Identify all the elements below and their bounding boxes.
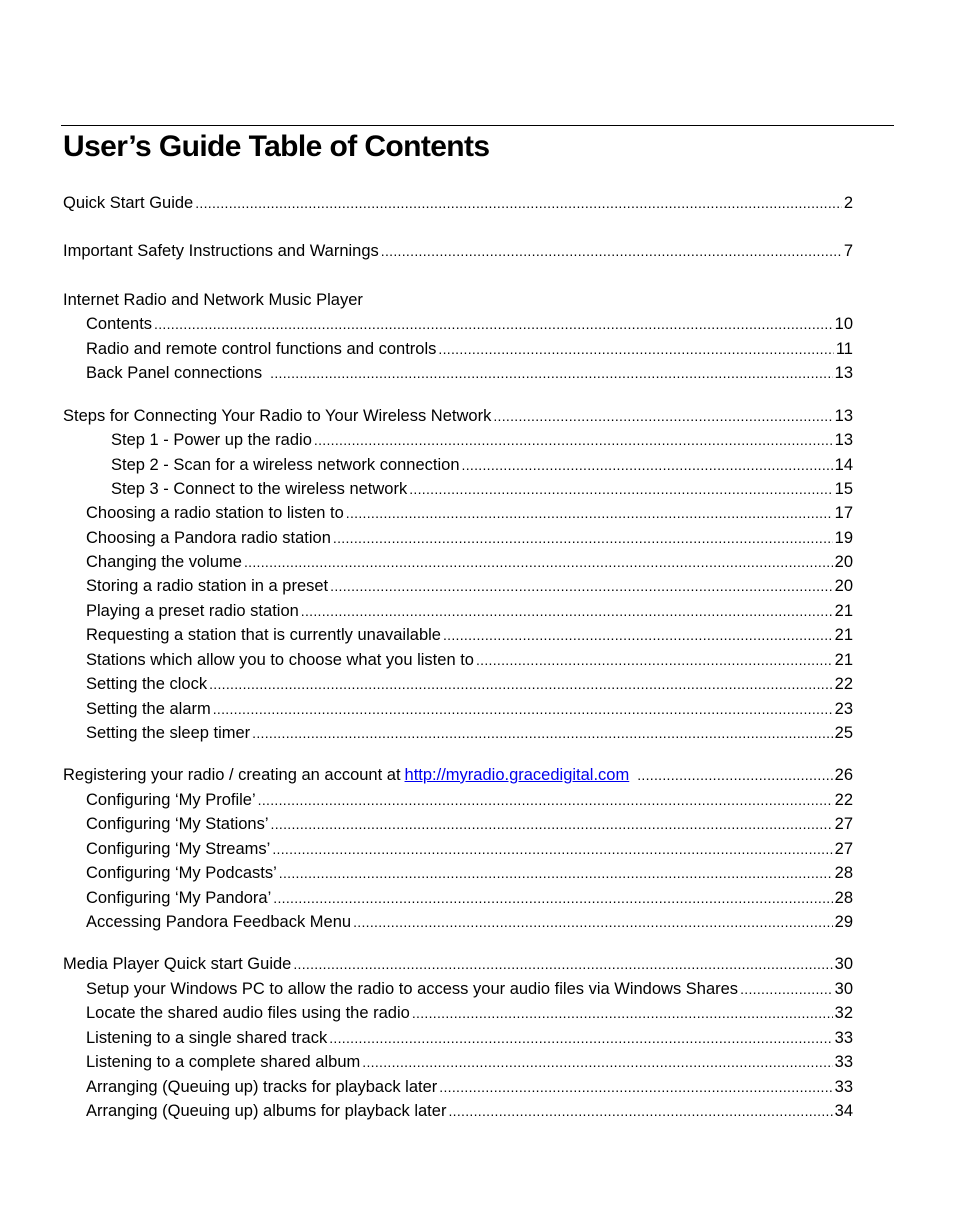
toc-entry-title: Radio and remote control functions and controls	[86, 340, 437, 358]
toc-entry-page: 23	[834, 700, 853, 718]
toc-entry-page: 34	[834, 1102, 853, 1120]
toc-entry-title: Step 2 - Scan for a wireless network connection	[111, 456, 460, 474]
toc-entry-page: 25	[834, 724, 853, 742]
toc-entry-page: 20	[834, 553, 853, 571]
toc-entry-title: Back Panel connections	[86, 364, 263, 382]
toc-entry[interactable]	[86, 978, 853, 1000]
dot-leader	[244, 551, 833, 573]
dot-leader	[330, 575, 832, 597]
toc-entry[interactable]	[86, 1076, 853, 1098]
toc-entry-page: 33	[834, 1029, 853, 1047]
toc-entry[interactable]	[63, 192, 853, 214]
toc-entry-title: Listening to a single shared track	[86, 1029, 328, 1047]
toc-entry-page: 33	[834, 1053, 853, 1071]
toc-entry-title: Setting the sleep timer	[86, 724, 251, 742]
dot-leader	[301, 600, 833, 622]
toc-entry-title: Accessing Pandora Feedback Menu	[86, 913, 352, 931]
dot-leader	[271, 813, 833, 835]
toc-entry-page: 26	[834, 766, 853, 784]
toc-entry-title: Configuring ‘My Stations’	[86, 815, 269, 833]
toc-entry-title: Steps for Connecting Your Radio to Your Wireless Network	[63, 407, 492, 425]
toc-entry[interactable]	[111, 429, 853, 451]
dot-leader	[409, 478, 832, 500]
dot-leader	[279, 862, 833, 884]
toc-entry[interactable]	[86, 1051, 853, 1073]
page-title: User’s Guide Table of Contents	[63, 130, 490, 163]
toc-entry[interactable]	[86, 338, 853, 360]
dot-leader	[353, 911, 833, 933]
header-rule	[61, 125, 894, 126]
toc-entry[interactable]	[63, 764, 853, 786]
dot-leader	[476, 649, 833, 671]
toc-entry-page: 7	[843, 242, 853, 260]
dot-leader	[329, 1027, 832, 1049]
toc-entry-title: Listening to a complete shared album	[86, 1053, 361, 1071]
toc-entry-title: Setup your Windows PC to allow the radio to access your audio files via Windows Shares	[86, 980, 739, 998]
toc-entry-title: Choosing a radio station to listen to	[86, 504, 344, 522]
dot-leader	[438, 338, 833, 360]
toc-entry-title: Configuring ‘My Streams’	[86, 840, 271, 858]
dot-leader	[258, 789, 833, 811]
dot-leader	[270, 362, 833, 384]
dot-leader	[381, 240, 842, 262]
toc-entry[interactable]	[86, 911, 853, 933]
dot-leader	[273, 887, 832, 909]
toc-entry[interactable]	[86, 722, 853, 744]
toc-entry-page: 20	[834, 577, 853, 595]
dot-leader	[195, 192, 842, 214]
toc-entry-page: 13	[834, 364, 853, 382]
dot-leader	[462, 454, 833, 476]
toc-entry-page: 22	[834, 675, 853, 693]
toc-entry-page: 14	[834, 456, 853, 474]
toc-entry[interactable]	[86, 313, 853, 335]
toc-entry-title: Storing a radio station in a preset	[86, 577, 329, 595]
toc-entry-title: Playing a preset radio station	[86, 602, 299, 620]
toc-entry-title: Choosing a Pandora radio station	[86, 529, 331, 547]
toc-entry[interactable]	[86, 862, 853, 884]
toc-entry-page: 10	[834, 315, 853, 333]
toc-entry-page: 2	[843, 194, 853, 212]
toc-entry-page: 21	[834, 602, 853, 620]
toc-entry-page: 27	[834, 815, 853, 833]
toc-entry-page: 13	[834, 407, 853, 425]
toc-entry-title: Setting the clock	[86, 675, 208, 693]
toc-entry-page: 28	[834, 889, 853, 907]
toc-entry[interactable]	[63, 405, 853, 427]
toc-entry[interactable]	[63, 953, 853, 975]
toc-entry-title: Contents	[86, 315, 153, 333]
dot-leader	[448, 1100, 832, 1122]
toc-entry-title: Locate the shared audio files using the radio	[86, 1004, 410, 1022]
toc-entry-title: Important Safety Instructions and Warnings	[63, 242, 379, 260]
toc-entry-page: 30	[834, 955, 853, 973]
toc-entry-page: 19	[834, 529, 853, 547]
toc-entry-title: Configuring ‘My Podcasts’	[86, 864, 277, 882]
dot-leader	[362, 1051, 832, 1073]
toc-entry-page: 28	[834, 864, 853, 882]
toc-entry[interactable]	[111, 478, 853, 500]
toc-entry-title: Step 3 - Connect to the wireless network	[111, 480, 408, 498]
toc-entry-title: Step 1 - Power up the radio	[111, 431, 312, 449]
toc-entry-title: Configuring ‘My Profile’	[86, 791, 256, 809]
toc-entry-title: Arranging (Queuing up) albums for playback later	[86, 1102, 447, 1120]
toc-entry[interactable]	[86, 527, 853, 549]
toc-entry-title: Registering your radio / creating an account at	[63, 766, 401, 784]
toc-entry-page: 17	[834, 504, 853, 522]
toc-entry-title: Stations which allow you to choose what you listen to	[86, 651, 474, 669]
dot-leader	[333, 527, 833, 549]
toc-entry-title: Changing the volume	[86, 553, 242, 571]
toc-entry[interactable]	[86, 649, 853, 671]
toc-entry-title: Requesting a station that is currently unavailable	[86, 626, 441, 644]
toc-entry-title: Setting the alarm	[86, 700, 211, 718]
toc-entry-page: 13	[834, 431, 853, 449]
dot-leader	[314, 429, 833, 451]
toc-entry[interactable]	[63, 240, 853, 262]
dot-leader	[439, 1076, 832, 1098]
toc-entry-title: Configuring ‘My Pandora’	[86, 889, 272, 907]
dot-leader	[443, 624, 833, 646]
toc-entry-page: 22	[834, 791, 853, 809]
dot-leader	[272, 838, 832, 860]
toc-entry-page: 33	[834, 1078, 853, 1096]
toc-entry[interactable]	[86, 1027, 853, 1049]
toc-entry[interactable]	[86, 1100, 853, 1122]
dot-leader	[154, 313, 833, 335]
toc-entry[interactable]	[86, 789, 853, 811]
dot-leader	[293, 953, 832, 975]
toc-entry-page: 21	[834, 626, 853, 644]
myradio-link[interactable]: http://myradio.gracedigital.com	[404, 766, 630, 784]
toc-entry[interactable]	[86, 887, 853, 909]
dot-leader	[209, 673, 833, 695]
dot-leader	[252, 722, 832, 744]
toc-entry[interactable]	[111, 454, 853, 476]
toc-entry[interactable]	[86, 698, 853, 720]
dot-leader	[740, 978, 833, 1000]
dot-leader	[213, 698, 833, 720]
toc-entry-page: 15	[834, 480, 853, 498]
toc-entry-page: 21	[834, 651, 853, 669]
toc-entry-page: 27	[834, 840, 853, 858]
toc-entry[interactable]	[86, 551, 853, 573]
dot-leader	[346, 502, 833, 524]
dot-leader	[412, 1002, 833, 1024]
toc-entry[interactable]	[86, 502, 853, 524]
dot-leader	[493, 405, 832, 427]
toc-entry-page: 29	[834, 913, 853, 931]
toc-entry[interactable]	[86, 673, 853, 695]
toc-entry[interactable]	[86, 1002, 853, 1024]
toc-entry[interactable]	[86, 575, 853, 597]
dot-leader	[637, 764, 832, 786]
toc-entry[interactable]	[86, 600, 853, 622]
toc-entry[interactable]	[86, 813, 853, 835]
toc-entry[interactable]	[86, 362, 853, 384]
toc-entry-title: Quick Start Guide	[63, 194, 194, 212]
toc-section-heading: Internet Radio and Network Music Player	[63, 291, 363, 309]
toc-entry[interactable]	[86, 624, 853, 646]
toc-entry-title: Media Player Quick start Guide	[63, 955, 292, 973]
toc-entry[interactable]	[86, 838, 853, 860]
toc-entry-page: 30	[834, 980, 853, 998]
toc-entry-title: Arranging (Queuing up) tracks for playback later	[86, 1078, 438, 1096]
toc-entry-page: 32	[834, 1004, 853, 1022]
toc-entry-page: 11	[835, 340, 853, 358]
